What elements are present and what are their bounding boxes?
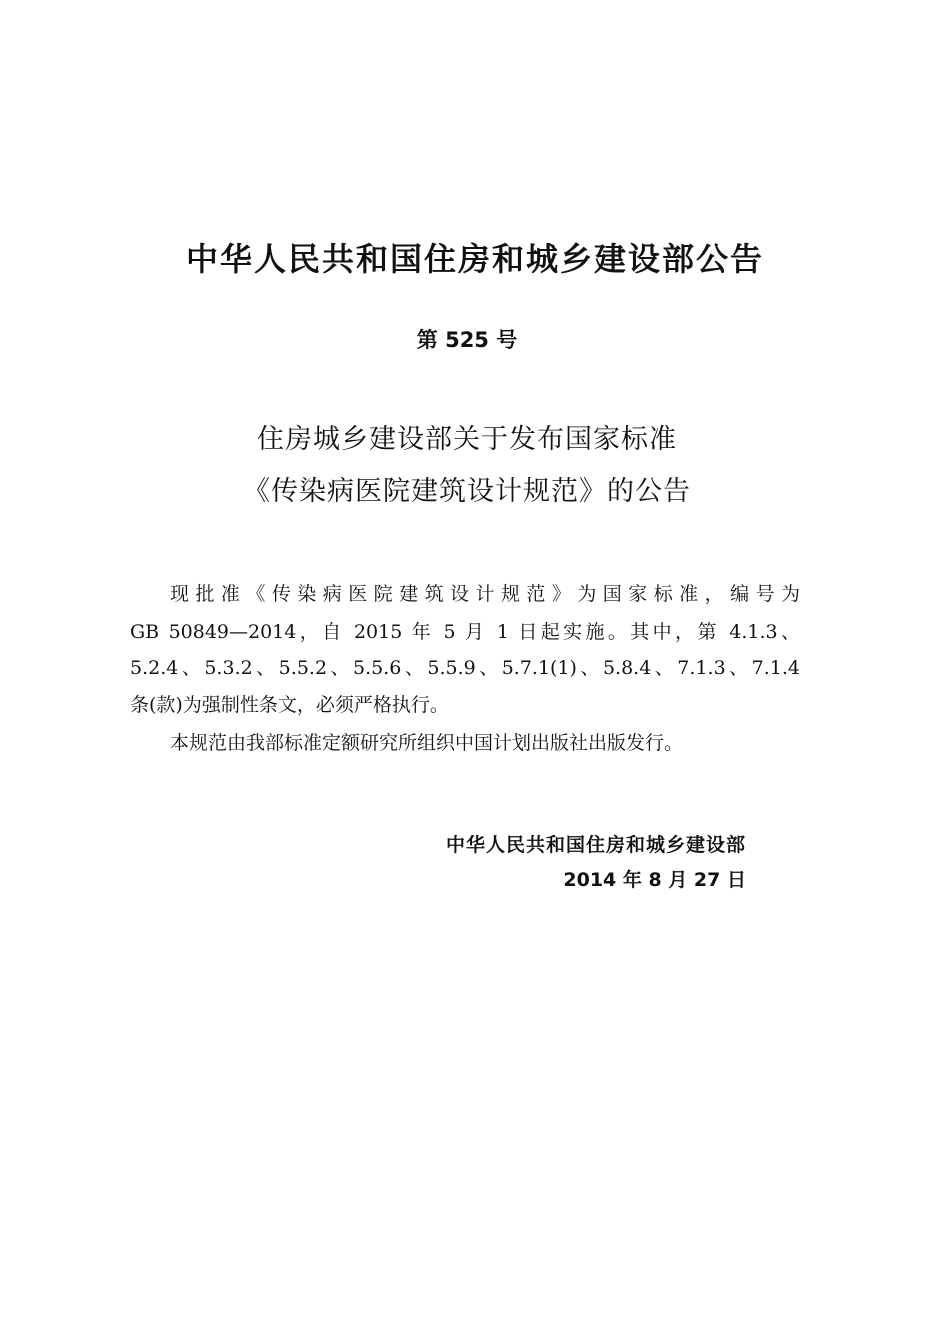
- paragraph-1-line-3: 5.2.4、5.3.2、5.5.2、5.5.6、5.5.9、5.7.1(1)、5.8.4、7.1.3、7.1.4: [130, 657, 800, 679]
- paragraph-1-line-4: 条(款)为强制性条文，必须严格执行。: [130, 694, 449, 716]
- subtitle-line-1: 住房城乡建设部关于发布国家标准: [257, 424, 677, 455]
- signature-organization: 中华人民共和国住房和城乡建设部: [445, 834, 746, 856]
- paragraph-1-line-1: 现批准《传染病医院建筑设计规范》为国家标准，编号为: [170, 583, 800, 605]
- subtitle-line-2: 《传染病医院建筑设计规范》的公告: [243, 476, 691, 507]
- signature-date: 2014 年 8 月 27 日: [563, 869, 746, 891]
- paragraph-1-line-2: GB 50849—2014，自 2015 年 5 月 1 日起实施。其中，第 4.1.3、: [130, 621, 800, 643]
- main-title: 中华人民共和国住房和城乡建设部公告: [185, 240, 764, 278]
- paragraph-2: 本规范由我部标准定额研究所组织中国计划出版社出版发行。: [170, 732, 684, 754]
- announcement-number: 第 525 号: [416, 328, 518, 352]
